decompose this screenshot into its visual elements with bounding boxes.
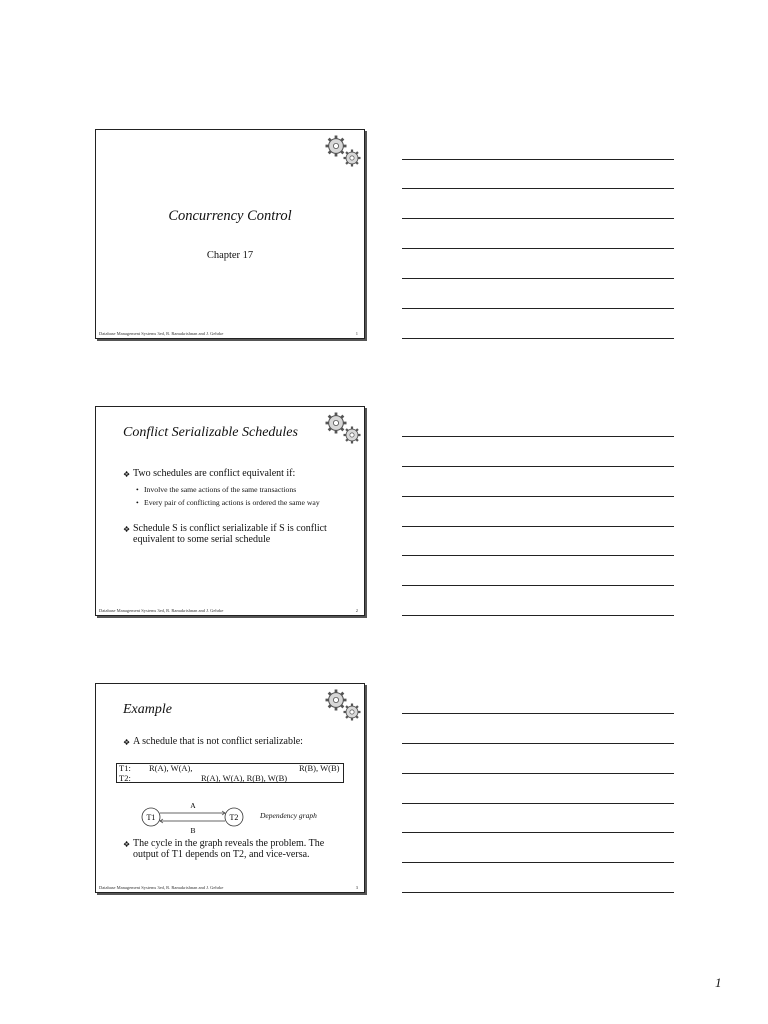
bullet-item — [123, 838, 348, 860]
note-line — [402, 338, 674, 339]
sub-bullet-text: Every pair of conflicting actions is ordered the same way — [144, 498, 320, 507]
note-line — [402, 436, 674, 437]
note-line — [402, 159, 674, 160]
note-line — [402, 278, 674, 279]
t1-label: T1: — [119, 763, 131, 773]
note-line — [402, 248, 674, 249]
note-line — [402, 526, 674, 527]
slide-3 — [95, 683, 365, 893]
bullet-item — [123, 468, 353, 479]
slide-number: 1 — [355, 331, 358, 336]
sub-bullet-item — [136, 485, 354, 495]
note-line — [402, 555, 674, 556]
note-line — [402, 308, 674, 309]
slide-footer — [99, 331, 358, 336]
sub-bullet-text: Involve the same actions of the same transactions — [144, 485, 297, 494]
slide-title: Example — [123, 702, 172, 717]
page-number: 1 — [715, 975, 722, 990]
note-line — [402, 743, 674, 744]
slide-footer — [99, 608, 358, 613]
node-label-t2: T2 — [229, 813, 239, 822]
diamond-bullet-icon: ❖ — [123, 840, 131, 849]
edge-label-a: A — [190, 801, 196, 810]
note-line — [402, 713, 674, 714]
node-label-t1: T1 — [146, 813, 156, 822]
footer-credit: Database Management Systems 3ed, R. Ramakrishnan and J. Gehrke — [99, 885, 224, 890]
note-line — [402, 585, 674, 586]
t2-label: T2: — [119, 772, 131, 783]
slide-footer — [99, 885, 358, 890]
sub-bullet-item — [136, 498, 334, 508]
slide-title: Concurrency Control — [168, 208, 292, 224]
note-line — [402, 862, 674, 863]
diamond-bullet-icon: ❖ — [123, 470, 131, 479]
note-line — [402, 832, 674, 833]
bullet-text: A schedule that is not conflict serializable: — [133, 736, 303, 747]
note-line — [402, 188, 674, 189]
gears-icon — [320, 684, 364, 724]
slide-number: 2 — [355, 608, 358, 613]
bullet-text: Two schedules are conflict equivalent if: — [133, 468, 296, 479]
gears-icon — [320, 407, 364, 447]
bullet-item — [123, 736, 353, 747]
dot-bullet-icon: • — [136, 485, 139, 494]
note-line — [402, 803, 674, 804]
t2-ops: R(A), W(A), R(B), W(B) — [201, 772, 288, 783]
note-line — [402, 615, 674, 616]
diamond-bullet-icon: ❖ — [123, 738, 131, 747]
bullet-text: Schedule S is conflict serializable if S is conflict equivalent to some serial schedule — [133, 523, 327, 545]
bullet-item — [123, 523, 343, 545]
dot-bullet-icon: • — [136, 498, 139, 507]
t1-ops-end: R(B), W(B) — [299, 763, 340, 773]
slide-1 — [95, 129, 365, 339]
note-line — [402, 466, 674, 467]
slide-title: Conflict Serializable Schedules — [123, 425, 298, 440]
edge-label-b: B — [190, 826, 196, 833]
note-line — [402, 892, 674, 893]
note-line — [402, 773, 674, 774]
slide-subtitle: Chapter 17 — [206, 250, 254, 261]
footer-credit: Database Management Systems 3ed, R. Ramakrishnan and J. Gehrke — [99, 608, 224, 613]
slide-2 — [95, 406, 365, 616]
graph-caption: Dependency graph — [260, 811, 317, 820]
bullet-text: The cycle in the graph reveals the problem. The output of T1 depends on T2, and vice-versa. — [133, 838, 325, 860]
gears-icon — [320, 130, 364, 170]
note-line — [402, 496, 674, 497]
note-line — [402, 218, 674, 219]
footer-credit: Database Management Systems 3ed, R. Ramakrishnan and J. Gehrke — [99, 331, 224, 336]
diamond-bullet-icon: ❖ — [123, 525, 131, 534]
schedule-box — [116, 763, 344, 783]
slide-number: 3 — [355, 885, 358, 890]
t1-ops-start: R(A), W(A), — [149, 763, 193, 773]
